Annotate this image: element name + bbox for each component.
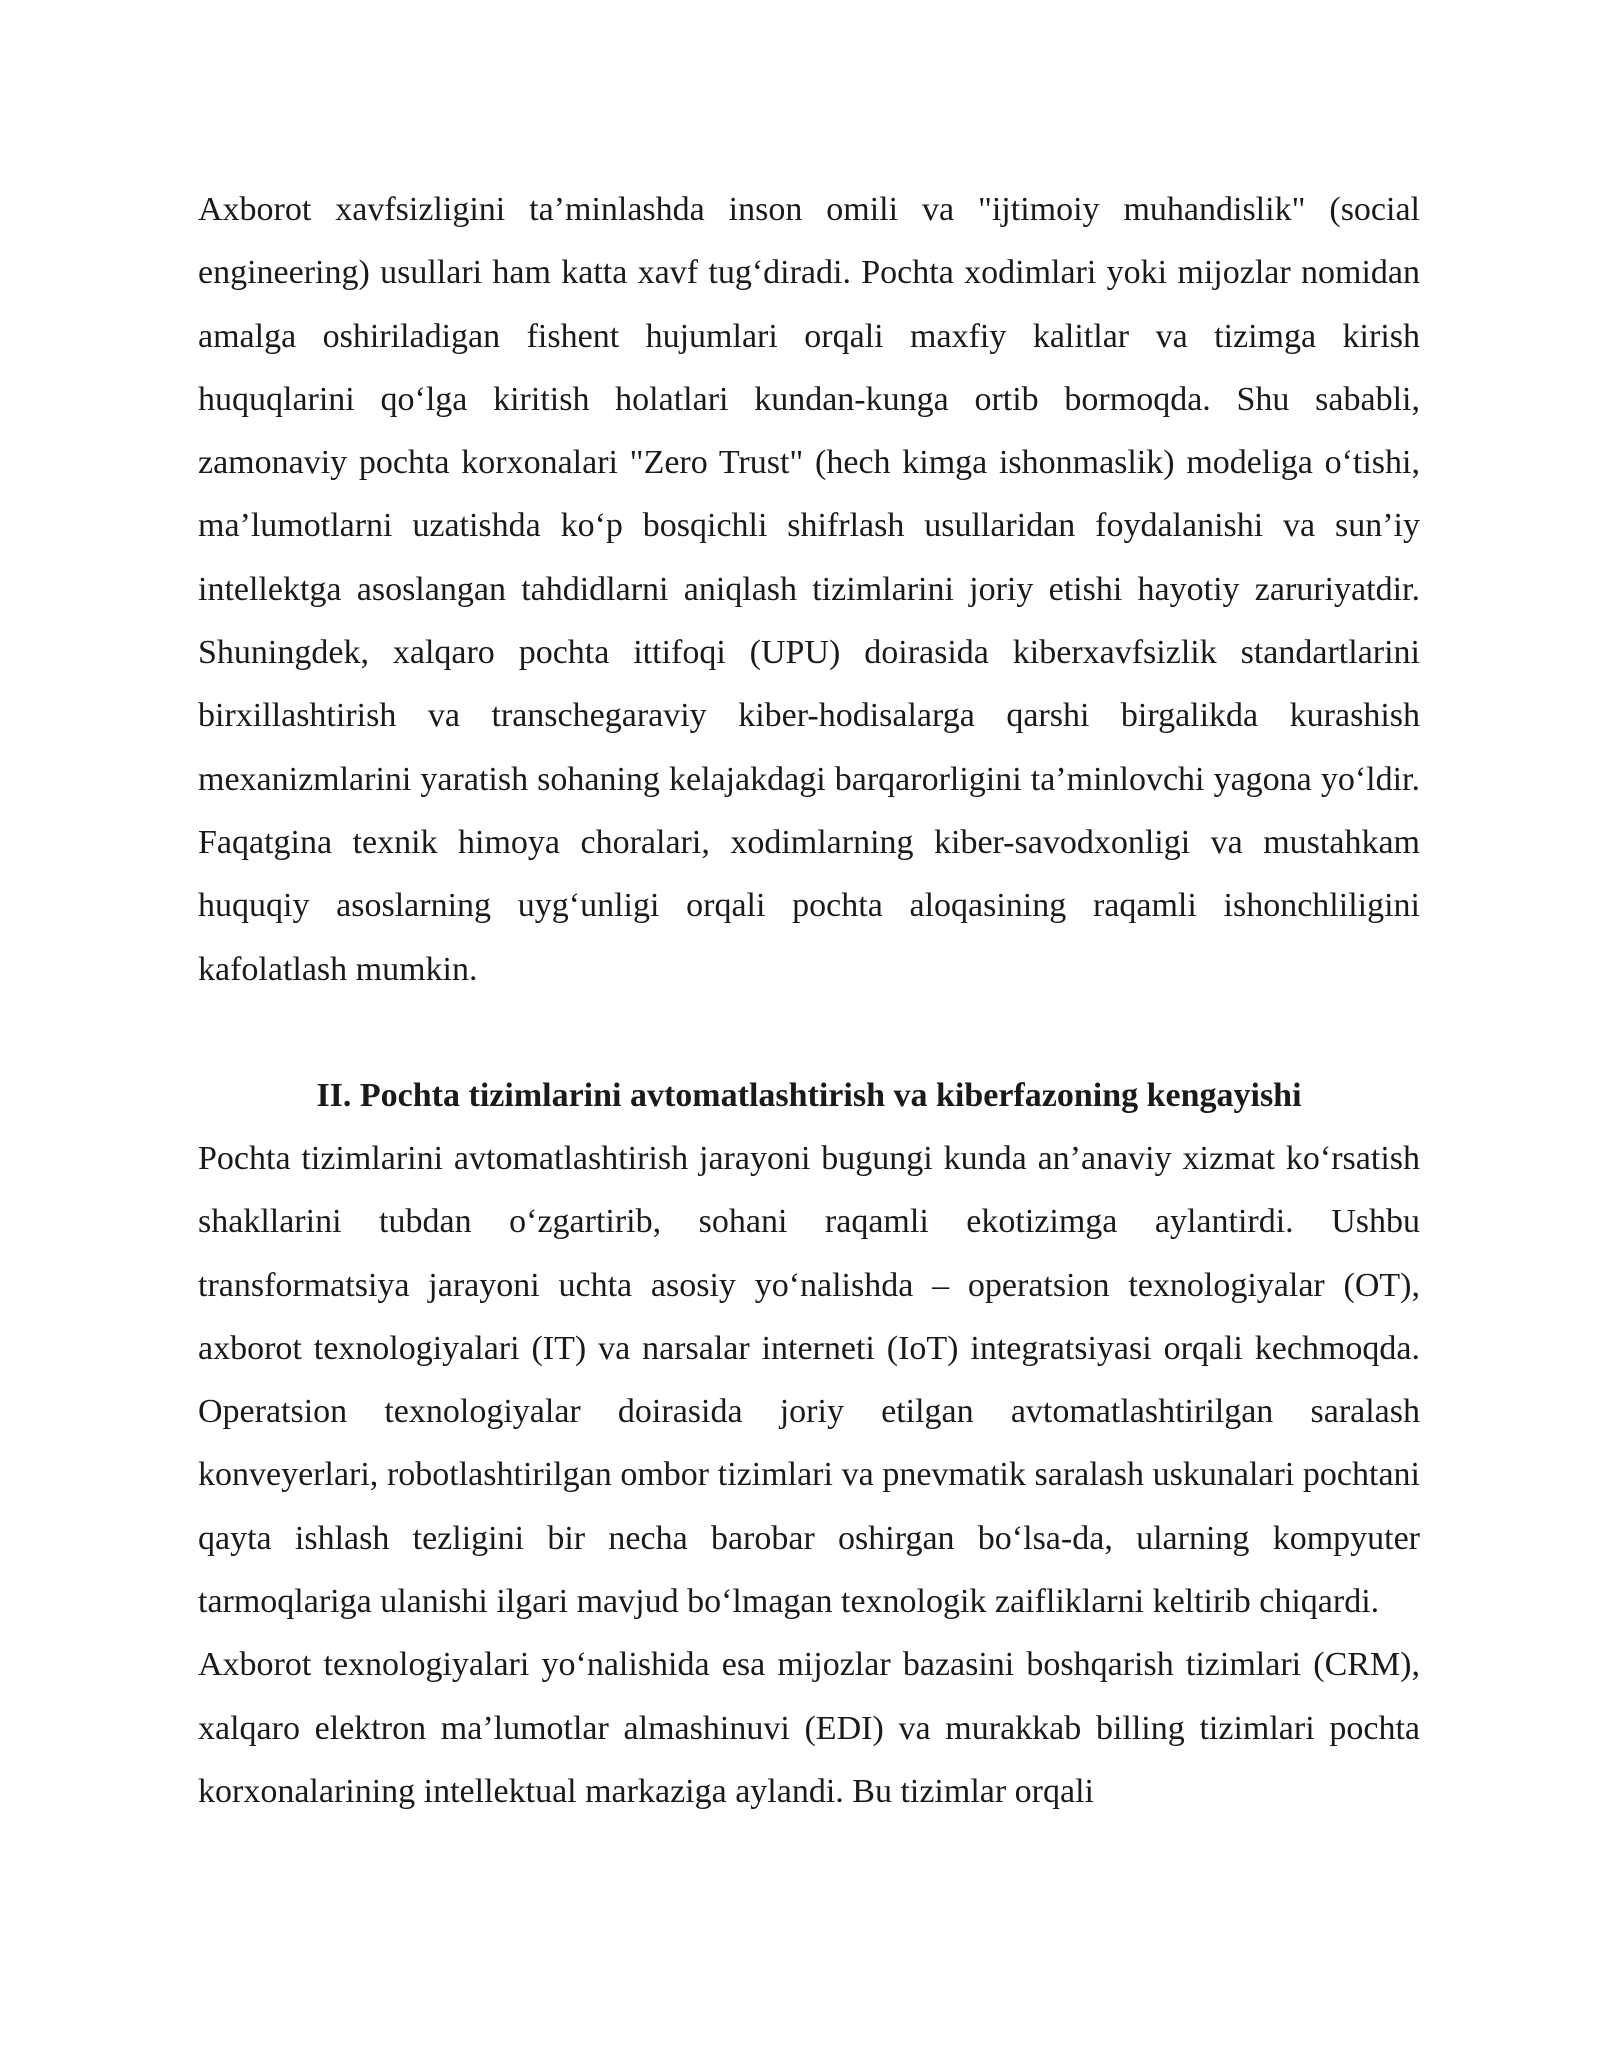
paragraph-information-technology: Axborot texnologiyalari yo‘nalishida esa mijozlar bazasini boshqarish tizimlari (CRM), xalqaro elektron ma’lumotlar almashinuvi (EDI) va murakkab billing tizimlari pochta korxonalarining intellektual markaziga aylandi. Bu tizimlar orqali bbox=[198, 1646, 1420, 1810]
body-text-top bbox=[198, 178, 1420, 1001]
section-heading: II. Pochta tizimlarini avtomatlashtirish va kiberfazoning kengayishi bbox=[316, 1077, 1302, 1114]
paragraph-social-engineering: Axborot xavfsizligini ta’minlashda inson omili va "ijtimoiy muhandislik" (social engineering) usullari ham katta xavf tug‘diradi. Pochta xodimlari yoki mijozlar nomidan amalga oshiriladigan fishent hujumlari orqali maxfiy kalitlar va tizimga kirish huquqlarini qo‘lga kiritish holatlari kundan-kunga ortib bormoqda. Shu sababli, zamonaviy pochta korxonalari "Zero Trust" (hech kimga ishonmaslik) modeliga o‘tishi, ma’lumotlarni uzatishda ko‘p bosqichli shifrlash usullaridan foydalanishi va sun’iy intellektga asoslangan tahdidlarni aniqlash tizimlarini joriy etishi hayotiy zaruriyatdir. Shuningdek, xalqaro pochta ittifoqi (UPU) doirasida kiberxavfsizlik standartlarini birxillashtirish va transchegaraviy kiber-hodisalarga qarshi birgalikda kurashish mexanizmlarini yaratish sohaning kelajakdagi barqarorligini ta’minlovchi yagona yo‘ldir. Faqatgina texnik himoya choralari, xodimlarning kiber-savodxonligi va mustahkam huquqiy asoslarning uyg‘unligi orqali pochta aloqasining raqamli ishonchliligini kafolatlash mumkin. bbox=[198, 191, 1420, 988]
body-text-bottom bbox=[198, 1127, 1420, 1823]
paragraph-automation: Pochta tizimlarini avtomatlashtirish jarayoni bugungi kunda an’anaviy xizmat ko‘rsatish shakllarini tubdan o‘zgartirib, sohani raqamli ekotizimga aylantirdi. Ushbu transformatsiya jarayoni uchta asosiy yo‘nalishda – operatsion texnologiyalar (OT), axborot texnologiyalari (IT) va narsalar interneti (IoT) integratsiyasi orqali kechmoqda. Operatsion texnologiyalar doirasida joriy etilgan avtomatlashtirilgan saralash konveyerlari, robotlashtirilgan ombor tizimlari va pnevmatik saralash uskunalari pochtani qayta ishlash tezligini bir necha barobar oshirgan bo‘lsa-da, ularning kompyuter tarmoqlariga ulanishi ilgari mavjud bo‘lmagan texnologik zaifliklarni keltirib chiqardi. bbox=[198, 1140, 1420, 1621]
